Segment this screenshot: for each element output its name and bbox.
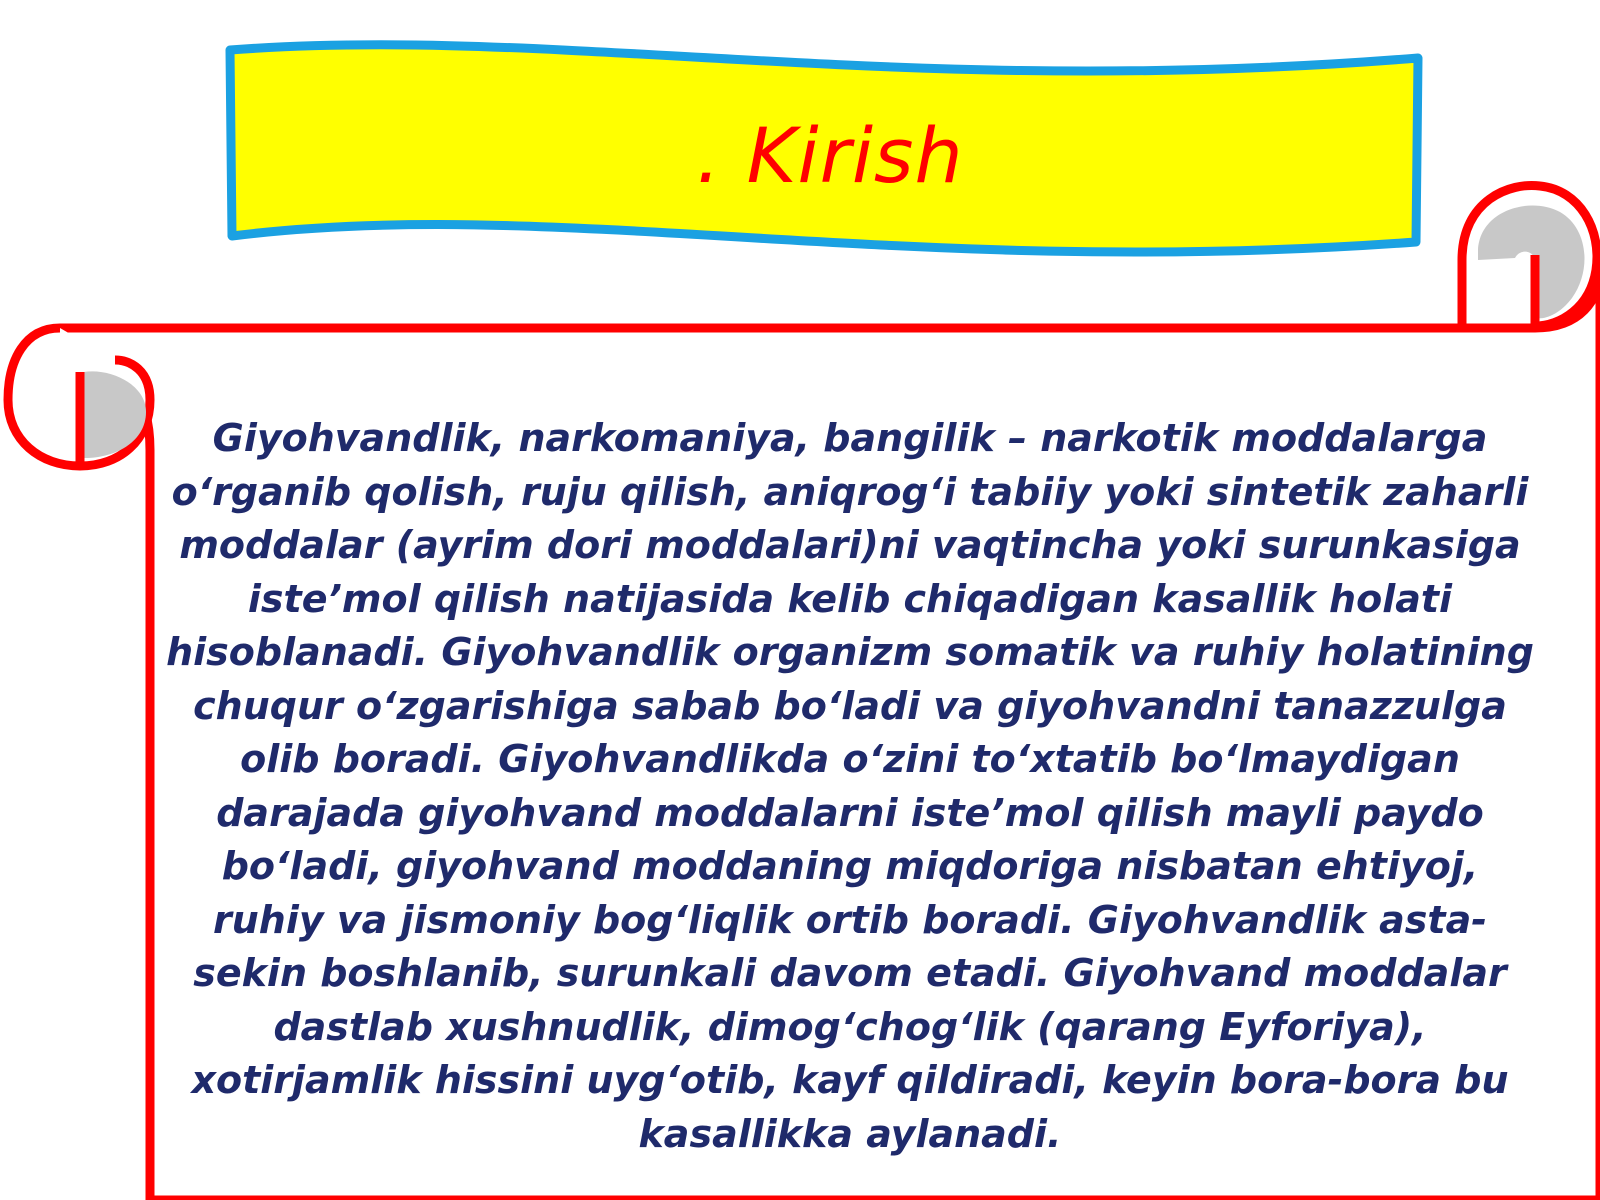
body-paragraph: Giyohvandlik, narkomaniya, bangilik – narkotik moddalarga o‘rganib qolish, ruju qilish, aniqrog‘i tabiiy yoki sintetik zaharli moddalar (ayrim dori moddalari)ni vaqtincha yoki surunkasiga iste’mol qilish natijasida kelib chiqadigan kasallik holati hisoblanadi. Giyohvandlik organizm somatik va ruhiy holatining chuqur o‘zgarishiga sabab bo‘ladi va giyohvandni tanazzulga olib boradi. Giyohvandlikda o‘zini to‘xtatib bo‘lmaydigan darajada giyohvand moddalarni iste’mol qilish mayli paydo bo‘ladi, giyohvand moddaning miqdoriga nisbatan ehtiyoj, ruhiy va jismoniy bog‘liqlik ortib boradi. Giyohvandlik asta-sekin boshlanib, surunkali davom etadi. Giyohvand moddalar dastlab xushnudlik, dimog‘chog‘lik (qarang Eyforiya), xotirjamlik hissini uyg‘otib, kayf qildiradi, keyin bora-bora bu kasallikka aylanadi. — [166, 416, 1534, 1156]
slide-title: . Kirish — [696, 110, 964, 200]
scroll-top-right-curl — [1462, 185, 1597, 330]
